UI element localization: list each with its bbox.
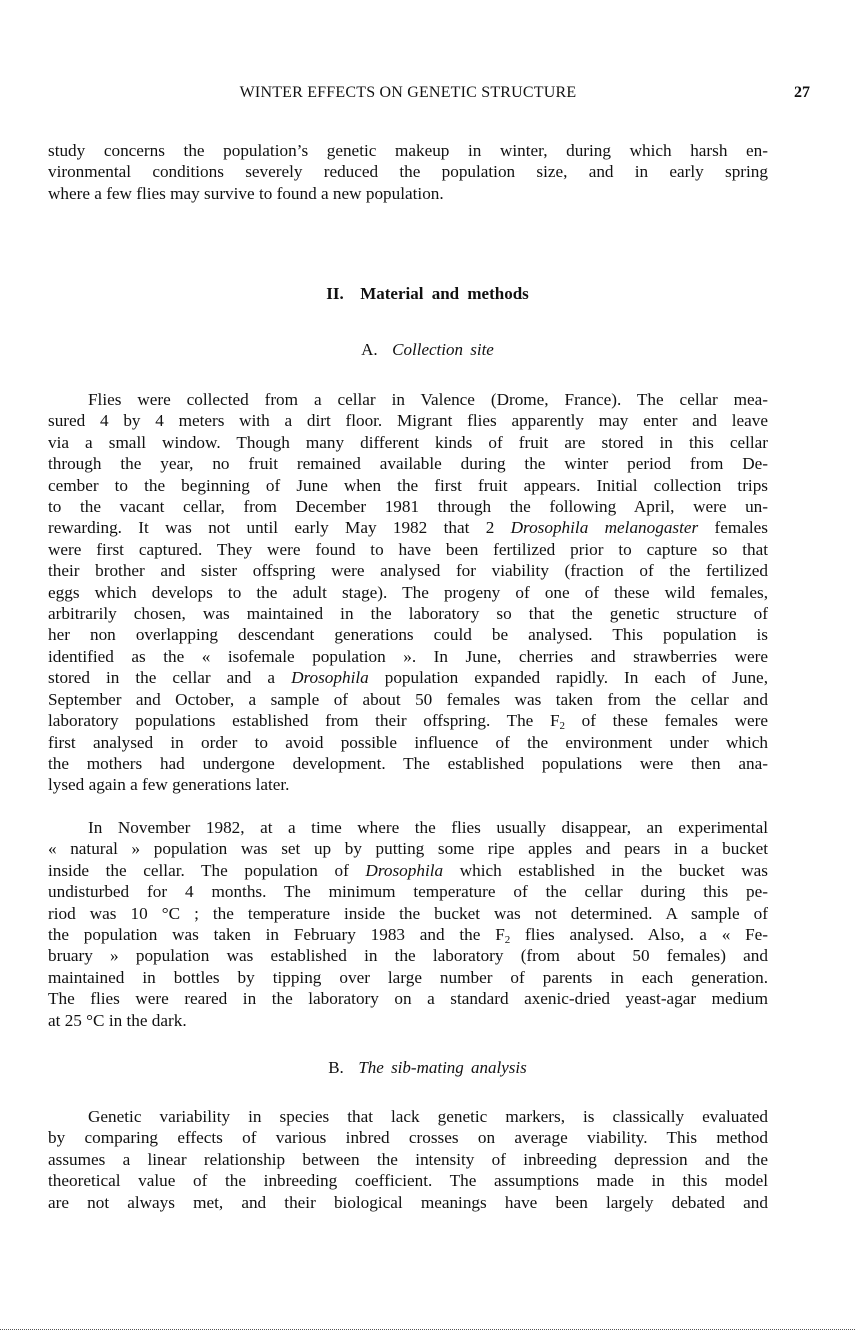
species-name: Drosophila melanogaster bbox=[510, 518, 699, 538]
text-line bbox=[48, 1127, 768, 1148]
subscript: 2 bbox=[559, 720, 566, 733]
text-line bbox=[48, 496, 768, 517]
text-line bbox=[48, 881, 768, 902]
text-line bbox=[48, 517, 768, 538]
text-run: inside the cellar. The population of bbox=[48, 860, 366, 880]
text-run: her non overlapping descendant generations could be analysed. This population is bbox=[48, 625, 768, 645]
text-line bbox=[48, 410, 768, 431]
species-name: Drosophila bbox=[365, 860, 444, 880]
text-line bbox=[48, 903, 768, 924]
subsection-heading-a bbox=[0, 340, 855, 360]
text-line bbox=[48, 539, 768, 560]
text-line bbox=[48, 945, 768, 966]
text-run: stored in the cellar and a bbox=[48, 668, 292, 688]
subsection-letter: A. bbox=[361, 340, 378, 359]
text-line bbox=[48, 817, 768, 838]
text-run: to the vacant cellar, from December 1981 through the following April, were un- bbox=[48, 497, 768, 517]
text-run: September and October, a sample of about 50 females was taken from the cellar and bbox=[48, 689, 768, 709]
text-run: lysed again a few generations later. bbox=[48, 775, 290, 795]
text-line bbox=[48, 710, 768, 731]
section-heading bbox=[0, 284, 855, 304]
text-line bbox=[48, 732, 768, 753]
text-line bbox=[48, 838, 768, 859]
text-run: at 25 °C in the dark. bbox=[48, 1010, 187, 1030]
text-line bbox=[48, 774, 768, 795]
text-run: the mothers had undergone development. The established populations were then ana- bbox=[48, 753, 768, 773]
species-name: Drosophila bbox=[291, 668, 369, 688]
text-line bbox=[48, 988, 768, 1009]
text-line bbox=[48, 860, 768, 881]
text-line bbox=[48, 475, 768, 496]
text-run: the population was taken in February 1983 and the F bbox=[48, 925, 505, 945]
text-run: are not always met, and their biological meanings have been largely debated and bbox=[48, 1192, 768, 1212]
text-line bbox=[48, 1010, 768, 1031]
text-line bbox=[48, 1106, 768, 1127]
text-run: cember to the beginning of June when the first fruit appears. Initial collection trips bbox=[48, 475, 768, 495]
text-run: by comparing effects of various inbred crosses on average viability. This method bbox=[48, 1128, 768, 1148]
text-run: Flies were collected from a cellar in Valence (Drome, France). The cellar mea- bbox=[88, 390, 768, 409]
section-number: II. bbox=[326, 284, 344, 303]
paragraph-collection-site-2 bbox=[48, 817, 768, 1031]
text-run: which established in the bucket was bbox=[443, 860, 768, 880]
page-bottom-rule bbox=[0, 1329, 855, 1330]
text-line bbox=[48, 432, 768, 453]
text-line bbox=[48, 453, 768, 474]
text-line bbox=[48, 689, 768, 710]
subsection-title: Collection site bbox=[392, 340, 494, 359]
text-run: eggs which develops to the adult stage). The progeny of one of these wild females, bbox=[48, 582, 768, 602]
subsection-letter: B. bbox=[328, 1058, 344, 1077]
paragraph-collection-site-1 bbox=[48, 389, 768, 796]
text-line bbox=[48, 967, 768, 988]
text-line bbox=[48, 1170, 768, 1191]
text-line bbox=[48, 753, 768, 774]
page-number: 27 bbox=[794, 84, 810, 101]
subscript: 2 bbox=[504, 934, 511, 947]
text-line bbox=[48, 624, 768, 645]
text-run: rewarding. It was not until early May 1982 that 2 bbox=[48, 518, 511, 538]
text-run: identified as the « isofemale population ». In June, cherries and strawberries were bbox=[48, 646, 768, 666]
text-run: via a small window. Though many different kinds of fruit are stored in this cellar bbox=[48, 432, 768, 452]
subsection-title: The sib-mating analysis bbox=[358, 1058, 527, 1077]
intro-paragraph bbox=[48, 140, 768, 204]
section-title: Material and methods bbox=[360, 284, 529, 303]
running-head bbox=[48, 84, 810, 106]
running-title: WINTER EFFECTS ON GENETIC STRUCTURE bbox=[239, 84, 577, 101]
text-run: In November 1982, at a time where the flies usually disappear, an experimental bbox=[88, 818, 768, 837]
text-line: vironmental conditions severely reduced the population size, and in early spring bbox=[48, 162, 768, 182]
text-line bbox=[48, 560, 768, 581]
text-run: of these females were bbox=[565, 711, 769, 731]
text-line bbox=[48, 603, 768, 624]
text-run: sured 4 by 4 meters with a dirt floor. Migrant flies apparently may enter and leave bbox=[48, 411, 768, 431]
text-line bbox=[48, 924, 768, 945]
text-run: undisturbed for 4 months. The minimum temperature of the cellar during this pe- bbox=[48, 882, 768, 902]
text-line bbox=[48, 667, 768, 688]
text-run: maintained in bottles by tipping over large number of parents in each generation. bbox=[48, 967, 768, 987]
subsection-heading-b bbox=[0, 1058, 855, 1078]
text-run: first analysed in order to avoid possible influence of the environment under which bbox=[48, 732, 768, 752]
text-run: bruary » population was established in the laboratory (from about 50 females) and bbox=[48, 946, 768, 966]
text-run: their brother and sister offspring were analysed for viability (fraction of the fertilized bbox=[48, 561, 768, 581]
text-line: where a few flies may survive to found a new population. bbox=[48, 183, 444, 203]
text-line bbox=[48, 1192, 768, 1213]
text-run: arbitrarily chosen, was maintained in the laboratory so that the genetic structure of bbox=[48, 604, 768, 624]
text-run: Genetic variability in species that lack genetic markers, is classically evaluated bbox=[88, 1107, 768, 1126]
text-run: flies analysed. Also, a « Fe- bbox=[510, 925, 768, 945]
text-line: study concerns the population’s genetic makeup in winter, during which harsh en- bbox=[48, 141, 768, 160]
text-run: The flies were reared in the laboratory on a standard axenic-dried yeast-agar medium bbox=[48, 989, 768, 1009]
text-line bbox=[48, 389, 768, 410]
text-run: theoretical value of the inbreeding coefficient. The assumptions made in this model bbox=[48, 1171, 768, 1191]
text-line bbox=[48, 1149, 768, 1170]
text-run: assumes a linear relationship between the intensity of inbreeding depression and the bbox=[48, 1149, 768, 1169]
text-line bbox=[48, 646, 768, 667]
text-run: were first captured. They were found to have been fertilized prior to capture so that bbox=[48, 539, 768, 559]
text-run: « natural » population was set up by putting some ripe apples and pears in a bucket bbox=[48, 839, 768, 859]
text-line bbox=[48, 582, 768, 603]
paragraph-sib-mating-1 bbox=[48, 1106, 768, 1213]
text-run: females bbox=[698, 518, 768, 538]
text-run: population expanded rapidly. In each of June, bbox=[368, 668, 768, 688]
text-run: riod was 10 °C ; the temperature inside the bucket was not determined. A sample of bbox=[48, 903, 768, 923]
text-run: through the year, no fruit remained available during the winter period from De- bbox=[48, 454, 768, 474]
text-run: laboratory populations established from their offspring. The F bbox=[48, 711, 560, 731]
